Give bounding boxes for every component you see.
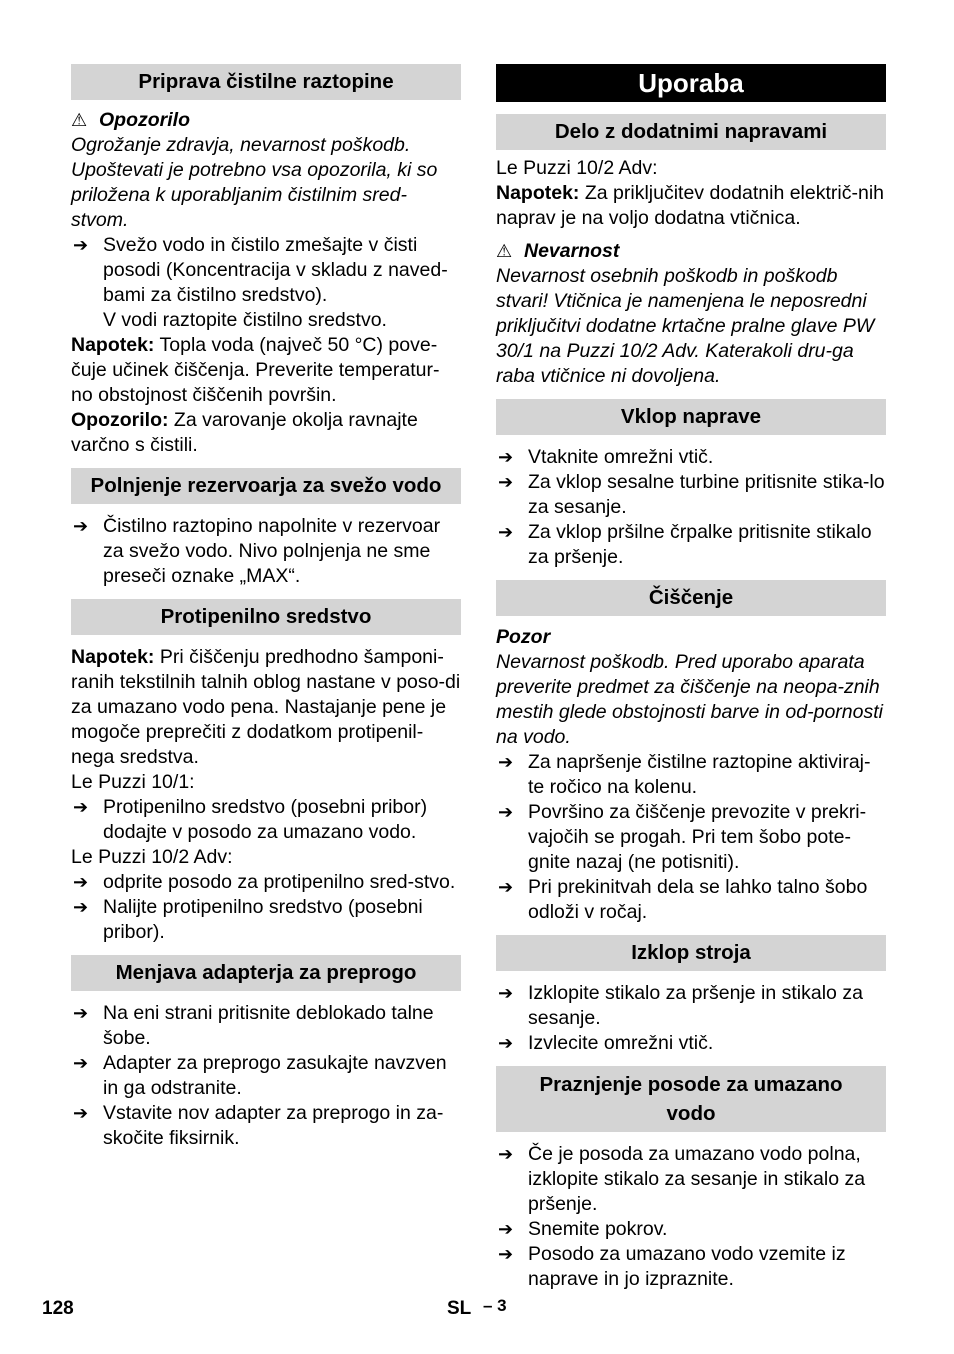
arrow-icon: ➔ bbox=[498, 1219, 514, 1239]
caution-text: Nevarnost poškodb. Pred uporabo aparata preverite predmet za čiščenje na neopa-znih mestih glede obstojnosti barve in od-pornosti na vodo. bbox=[496, 651, 883, 748]
arrow-icon: ➔ bbox=[498, 522, 514, 542]
section-heading-antifoam: Protipenilno sredstvo bbox=[71, 599, 461, 635]
section-page: – 3 bbox=[483, 1296, 507, 1315]
section-heading-cleaning-solution: Priprava čistilne raztopine bbox=[71, 64, 461, 100]
list-item: ➔ Površino za čiščenje prevozite v prekri-vajočih se progah. Pri tem šobo pote-gnite nazaj (ne potisniti). bbox=[498, 801, 867, 873]
language-code: SL bbox=[447, 1298, 472, 1319]
section-heading-switch-off: Izklop stroja bbox=[496, 935, 886, 971]
list-item: ➔ Če je posoda za umazano vodo polna, izklopite stikalo za sesanje in stikalo za pršenje. bbox=[498, 1143, 866, 1215]
list-item: ➔ Vstavite nov adapter za preprogo in za-skočite fiksirnik. bbox=[73, 1102, 444, 1149]
arrow-icon: ➔ bbox=[498, 983, 514, 1003]
model-label: Le Puzzi 10/2 Adv: bbox=[71, 846, 233, 868]
caution-heading: Pozor bbox=[496, 626, 551, 648]
note-paragraph: Napotek: Topla voda (največ 50 °C) pove-čuje učinek čiščenja. Preverite temperatur-no obstojnost čiščenih površin. bbox=[71, 334, 440, 406]
warning-text: Ogrožanje zdravja, nevarnost poškodb. Upoštevati je potrebno vsa opozorila, ki so priložena k uporabljanim čistilnim sred-stvom. bbox=[71, 134, 438, 231]
list-item: ➔ Čistilno raztopino napolnite v rezervoar za svežo vodo. Nivo polnjenja ne sme preseči oznake „MAX“. bbox=[73, 515, 441, 587]
section-heading-cleaning: Čiščenje bbox=[496, 580, 886, 616]
arrow-icon: ➔ bbox=[73, 872, 89, 892]
list-item: ➔ Na eni strani pritisnite deblokado talne šobe. bbox=[73, 1002, 434, 1049]
right-column bbox=[496, 64, 886, 1292]
list-item: ➔ Svežo vodo in čistilo zmešajte v čisti posodi (Koncentracija v skladu z naved-bami za čistilno sredstvo). bbox=[73, 234, 448, 306]
list-item: ➔ Adapter za preprogo zasukajte navzven in ga odstranite. bbox=[73, 1052, 447, 1099]
arrow-icon: ➔ bbox=[73, 797, 89, 817]
page-number: 128 bbox=[42, 1298, 74, 1319]
model-label: Le Puzzi 10/2 Adv: bbox=[496, 157, 658, 179]
arrow-icon: ➔ bbox=[73, 897, 89, 917]
list-item: ➔ Posodo za umazano vodo vzemite iz naprave in jo izpraznite. bbox=[498, 1243, 846, 1290]
arrow-icon: ➔ bbox=[73, 1103, 89, 1123]
list-item: ➔ Pri prekinitvah dela se lahko talno šobo odloži v ročaj. bbox=[498, 876, 868, 923]
arrow-icon: ➔ bbox=[498, 472, 514, 492]
danger-text: Nevarnost osebnih poškodb in poškodb stvari! Vtičnica je namenjena le neposredni priključitvi dodatne krtačne pralne glave PW 30/1 na Puzzi 10/2 Adv. Katerakoli dru-ga raba vtičnice ni dovoljena. bbox=[496, 265, 875, 387]
list-item: ➔ Protipenilno sredstvo (posebni pribor) dodajte v posodo za umazano vodo. bbox=[73, 796, 428, 843]
list-item: ➔ Snemite pokrov. bbox=[498, 1218, 668, 1240]
warning-heading bbox=[71, 108, 461, 133]
list-item: ➔ Za vklop sesalne turbine pritisnite stika-lo za sesanje. bbox=[498, 471, 885, 518]
list-item-continuation: V vodi raztopite čistilno sredstvo. bbox=[103, 309, 387, 331]
warning-icon: ⚠ bbox=[496, 241, 513, 261]
list-item: ➔ Za napršenje čistilne raztopine aktiviraj-te ročico na kolenu. bbox=[498, 751, 871, 798]
section-heading-accessories: Delo z dodatnimi napravami bbox=[496, 114, 886, 150]
arrow-icon: ➔ bbox=[73, 1003, 89, 1023]
arrow-icon: ➔ bbox=[498, 1144, 514, 1164]
list-item: ➔ Izvlecite omrežni vtič. bbox=[498, 1032, 714, 1054]
arrow-icon: ➔ bbox=[73, 235, 89, 255]
list-item: ➔ Nalijte protipenilno sredstvo (posebni pribor). bbox=[73, 896, 423, 943]
danger-heading bbox=[496, 239, 886, 264]
section-heading-carpet-adapter: Menjava adapterja za preprogo bbox=[71, 955, 461, 991]
warning-icon: ⚠ bbox=[71, 110, 88, 130]
list-item: ➔ Vtaknite omrežni vtič. bbox=[498, 446, 714, 468]
section-heading-switch-on: Vklop naprave bbox=[496, 399, 886, 435]
environment-paragraph: Opozorilo: Za varovanje okolja ravnajte varčno s čistili. bbox=[71, 409, 418, 456]
list-item: ➔ odprite posodo za protipenilno sred-stvo. bbox=[73, 871, 456, 893]
arrow-icon: ➔ bbox=[498, 1033, 514, 1053]
arrow-icon: ➔ bbox=[498, 1244, 514, 1264]
warning-label: Opozorilo bbox=[99, 109, 190, 131]
arrow-icon: ➔ bbox=[73, 516, 89, 536]
note-paragraph: Napotek: Pri čiščenju predhodno šamponi-ranih tekstilnih talnih oblog nastane v poso-di za umazano vodo pena. Nastajanje pene je mogoče preprečiti z dodatkom protipenil-nega sredstva. bbox=[71, 646, 461, 768]
danger-label: Nevarnost bbox=[524, 240, 620, 262]
list-item: ➔ Za vklop pršilne črpalke pritisnite stikalo za pršenje. bbox=[498, 521, 872, 568]
arrow-icon: ➔ bbox=[498, 802, 514, 822]
section-heading-fresh-water-tank: Polnjenje rezervoarja za svežo vodo bbox=[71, 468, 461, 504]
list-item: ➔ Izklopite stikalo za pršenje in stikalo za sesanje. bbox=[498, 982, 863, 1029]
chapter-title: Uporaba bbox=[496, 64, 886, 102]
arrow-icon: ➔ bbox=[498, 752, 514, 772]
note-paragraph: Napotek: Za priključitev dodatnih električ-nih naprav je na voljo dodatna vtičnica. bbox=[496, 182, 884, 229]
model-label: Le Puzzi 10/1: bbox=[71, 771, 195, 793]
left-column bbox=[71, 64, 461, 1151]
arrow-icon: ➔ bbox=[73, 1053, 89, 1073]
section-heading-empty-tank: Praznjenje posode za umazano vodo bbox=[496, 1066, 886, 1132]
arrow-icon: ➔ bbox=[498, 877, 514, 897]
arrow-icon: ➔ bbox=[498, 447, 514, 467]
